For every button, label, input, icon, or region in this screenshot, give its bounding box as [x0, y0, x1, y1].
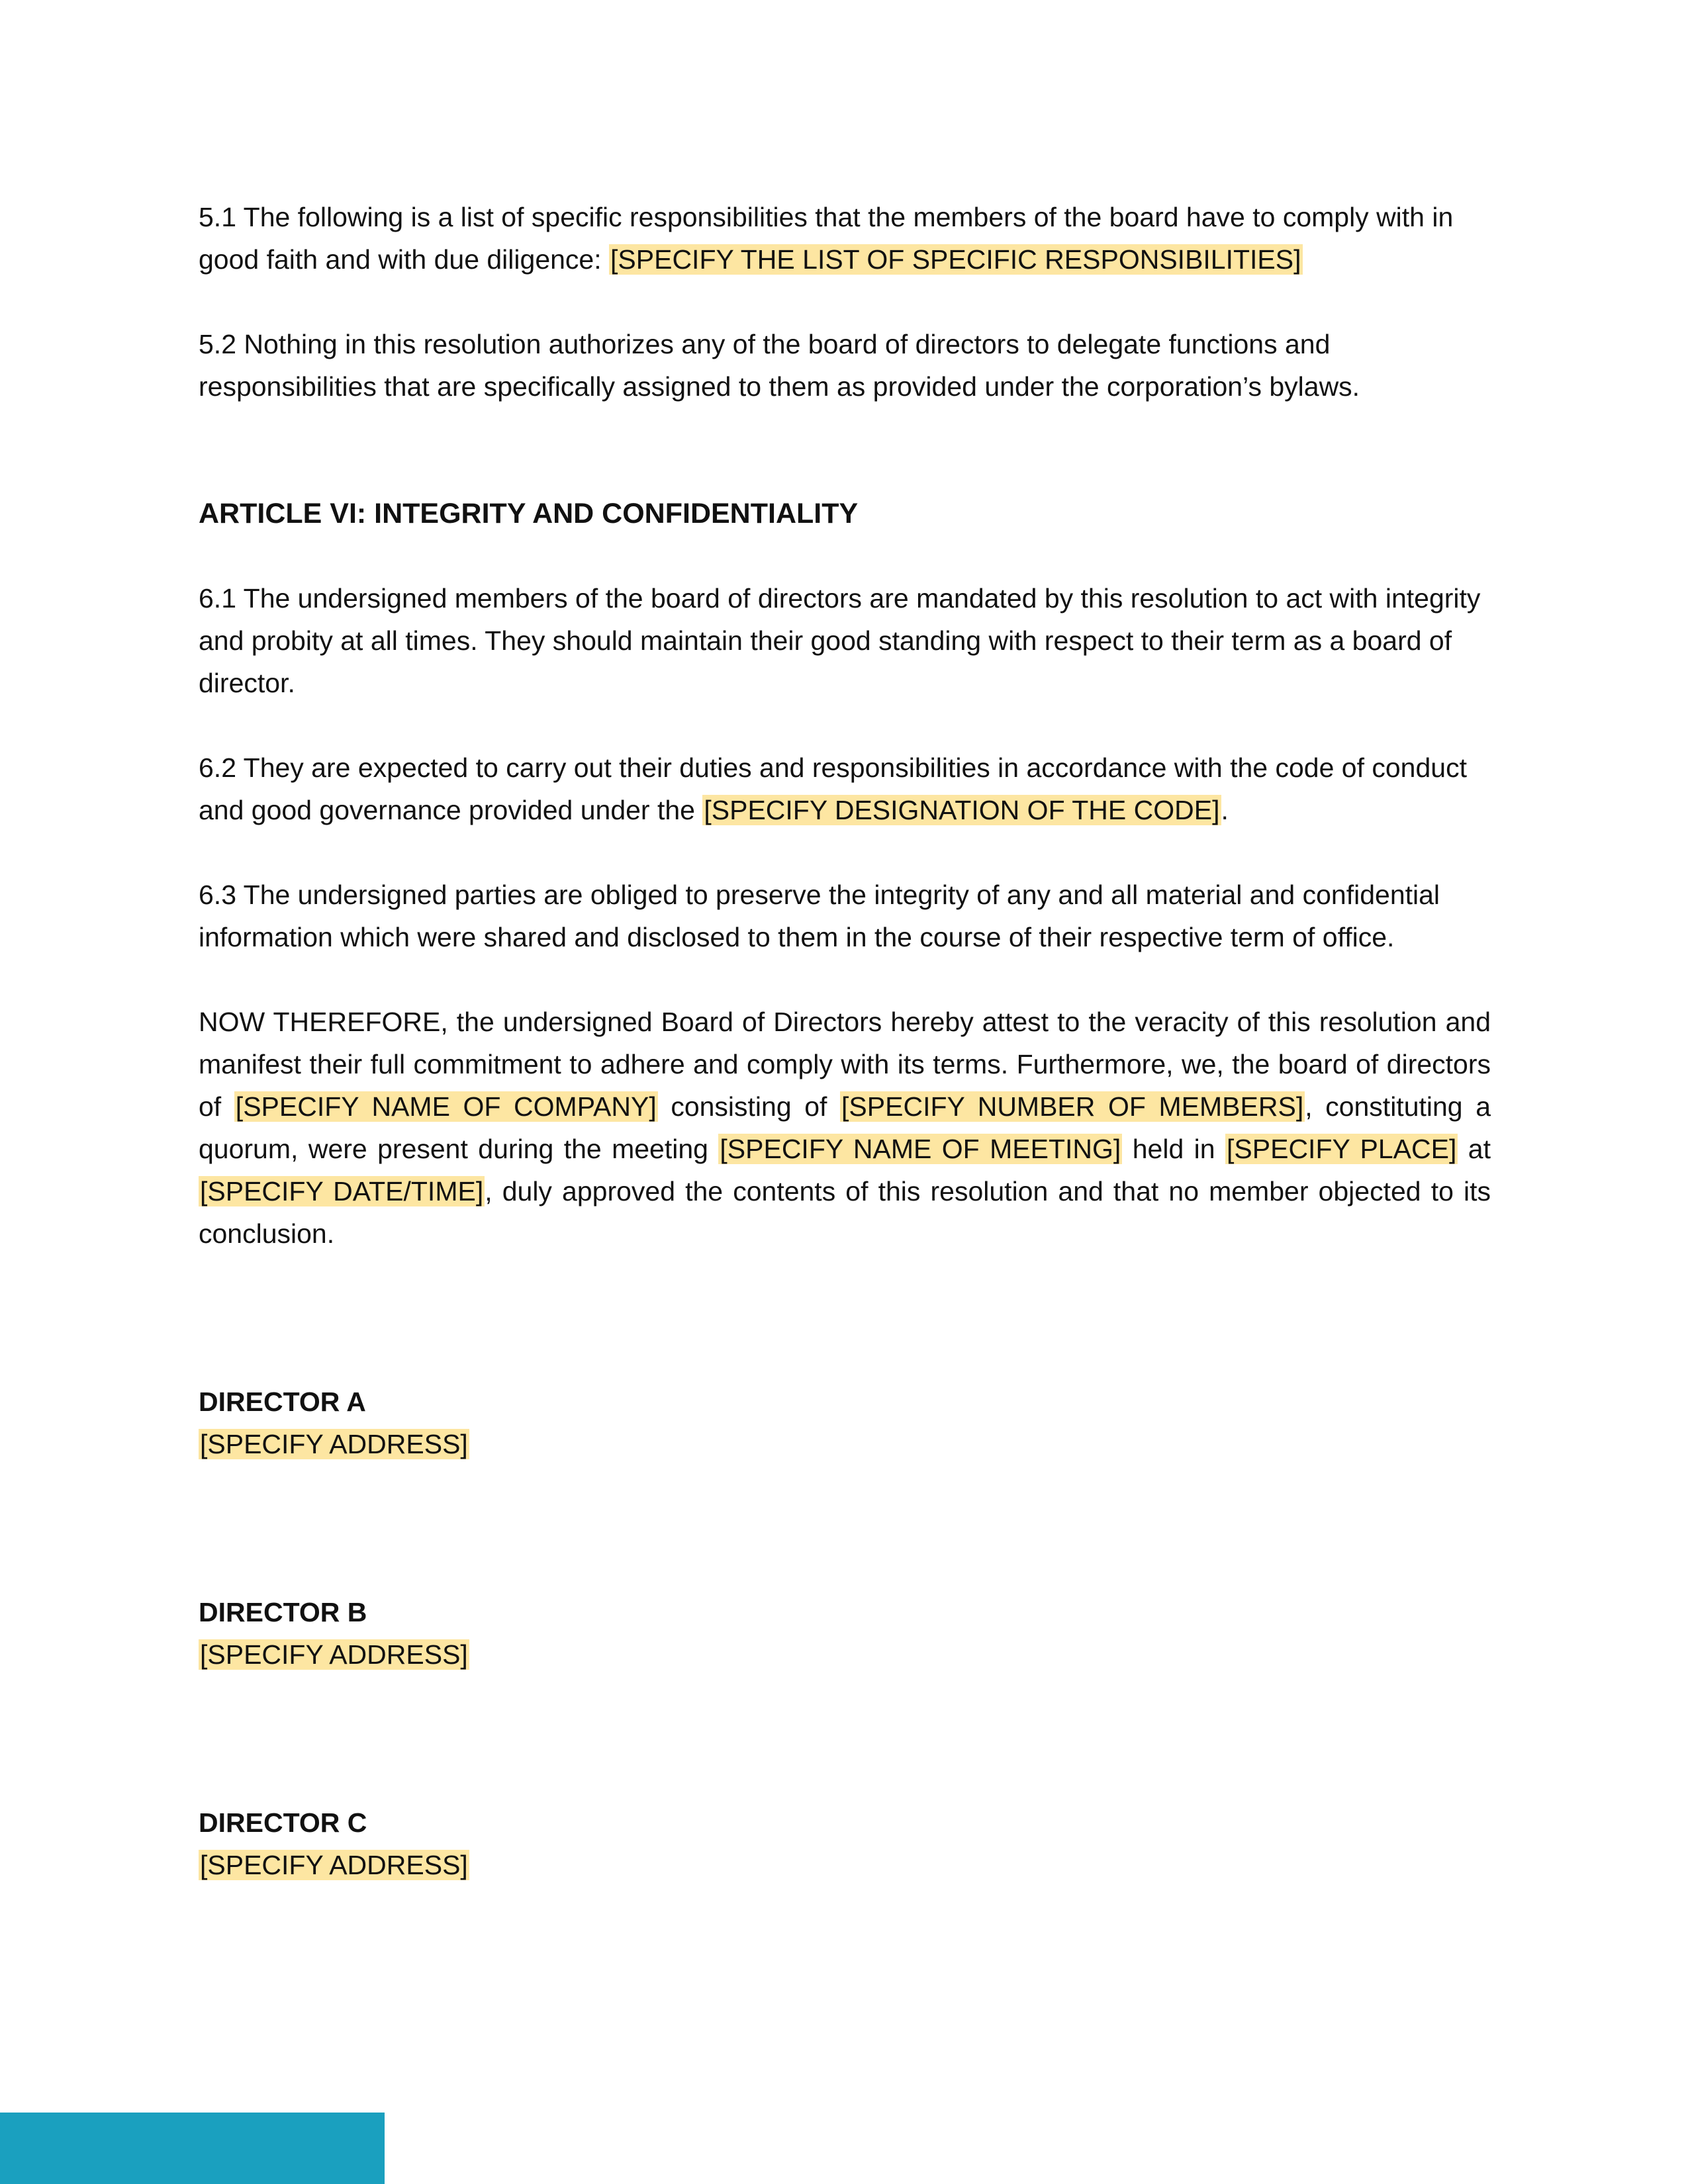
datetime-placeholder: [SPECIFY DATE/TIME] — [200, 1176, 484, 1206]
director-c-address-line — [199, 1844, 1491, 1886]
now-therefore-text-6: , duly approved the contents of this resolution and that no member objected to its conclusion. — [199, 1176, 1491, 1249]
director-b-block — [199, 1591, 1491, 1676]
article-vi-heading: ARTICLE VI: INTEGRITY AND CONFIDENTIALITY — [199, 498, 859, 529]
document-page — [199, 196, 1491, 1886]
director-a-block — [199, 1381, 1491, 1465]
code-designation-placeholder: [SPECIFY DESIGNATION OF THE CODE] — [704, 795, 1220, 825]
now-therefore-text-1: NOW THEREFORE, the undersigned Board of Directors hereby attest to the veracity of this resolution and manifest their full commitment to adhere and comply with its terms. Furthermore, we, the board of directors of — [199, 1007, 1491, 1122]
now-therefore-text-2: consisting of — [657, 1091, 841, 1122]
director-b-name: DIRECTOR B — [199, 1597, 367, 1627]
paragraph-6-2-end: . — [1221, 795, 1229, 825]
director-b-address-placeholder: [SPECIFY ADDRESS] — [200, 1639, 468, 1670]
director-a-name: DIRECTOR A — [199, 1387, 366, 1417]
paragraph-6-2-text: 6.2 They are expected to carry out their duties and responsibilities in accordance with the code of conduct and good governance provided under the — [199, 752, 1467, 825]
now-therefore-text-4: held in — [1122, 1134, 1226, 1164]
director-c-address-placeholder: [SPECIFY ADDRESS] — [200, 1850, 468, 1880]
member-count-placeholder: [SPECIFY NUMBER OF MEMBERS] — [841, 1091, 1304, 1122]
director-c-name: DIRECTOR C — [199, 1807, 367, 1838]
paragraph-5-1 — [199, 196, 1491, 281]
meeting-name-placeholder: [SPECIFY NAME OF MEETING] — [720, 1134, 1121, 1164]
director-a-address-placeholder: [SPECIFY ADDRESS] — [200, 1429, 468, 1459]
director-b-address-line — [199, 1633, 1491, 1676]
now-therefore-text-5: at — [1458, 1134, 1491, 1164]
paragraph-5-1-text: 5.1 The following is a list of specific responsibilities that the members of the board have to comply with in good faith and with due diligence: — [199, 202, 1454, 275]
now-therefore-paragraph — [199, 1001, 1491, 1255]
footer-accent-bar — [0, 2113, 385, 2184]
responsibilities-placeholder: [SPECIFY THE LIST OF SPECIFIC RESPONSIBILITIES] — [610, 244, 1301, 275]
paragraph-6-3: 6.3 The undersigned parties are obliged to preserve the integrity of any and all material and confidential information which were shared and disclosed to them in the course of their respective term of office. — [199, 880, 1440, 952]
director-a-address-line — [199, 1423, 1491, 1465]
director-c-block — [199, 1801, 1491, 1886]
now-therefore-text-3: , constituting a quorum, were present during the meeting — [199, 1091, 1491, 1164]
company-name-placeholder: [SPECIFY NAME OF COMPANY] — [235, 1091, 657, 1122]
place-placeholder: [SPECIFY PLACE] — [1227, 1134, 1457, 1164]
paragraph-6-1: 6.1 The undersigned members of the board of directors are mandated by this resolution to act with integrity and probity at all times. They should maintain their good standing with respect to their term as a board of director. — [199, 583, 1481, 698]
paragraph-6-2 — [199, 747, 1491, 831]
paragraph-5-2: 5.2 Nothing in this resolution authorizes any of the board of directors to delegate functions and responsibilities that are specifically assigned to them as provided under the corporation’s bylaws. — [199, 329, 1360, 402]
